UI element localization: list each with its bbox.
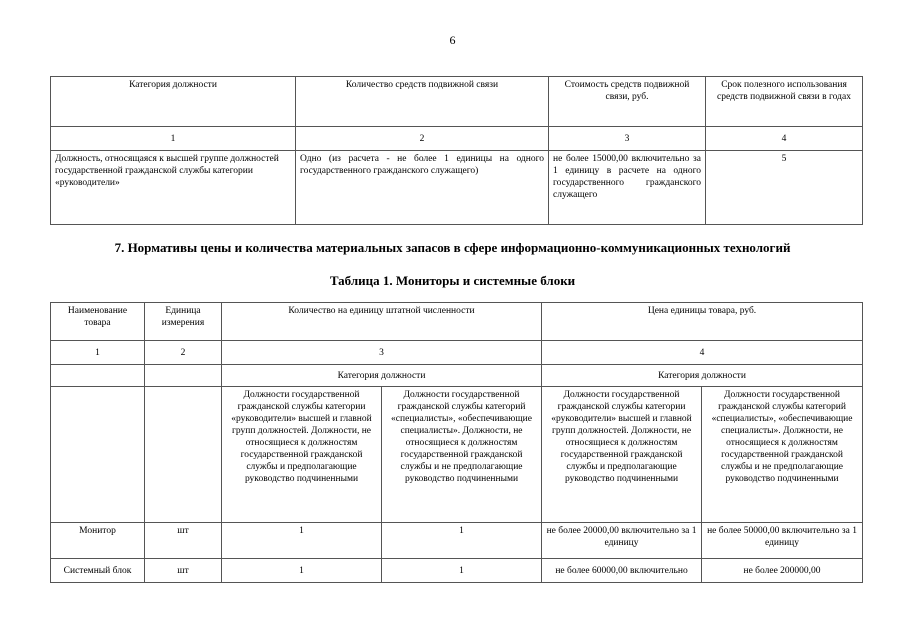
category-label: Категория должности (542, 365, 863, 387)
col-number: 2 (145, 341, 222, 365)
row-qty-specialists: 1 (382, 523, 542, 559)
monitors-table (50, 302, 863, 583)
row-name: Монитор (51, 523, 145, 559)
row-name: Системный блок (51, 559, 145, 583)
header-name: Наименование товара (51, 303, 145, 341)
category-specialists: Должности государственной гражданской службы категорий «специалисты», «обеспечивающие специалисты». Должности, не относящиеся к должностям государственной гражданской службы и не предполагающие руководство подчиненными (702, 387, 863, 523)
section-heading: 7. Нормативы цены и количества материальных запасов в сфере информационно-коммуникационных технологий (114, 240, 791, 255)
col-number: 2 (296, 127, 549, 151)
row-price-managers: не более 60000,00 включительно (542, 559, 702, 583)
row-unit: шт (145, 559, 222, 583)
row-price-specialists: не более 50000,00 включительно за 1 единицу (702, 523, 863, 559)
col-number: 4 (706, 127, 863, 151)
category-managers: Должности государственной гражданской службы категории «руководители» высшей и главной групп должностей. Должности, не относящиеся к должностям государственной гражданской службы и предполагающие руководство подчиненными (542, 387, 702, 523)
category-label: Категория должности (222, 365, 542, 387)
mobile-devices-table (50, 76, 863, 225)
header-unit: Единица измерения (145, 303, 222, 341)
row-cost: не более 15000,00 включительно за 1 единицу в расчете на одного государственного гражданского служащего (549, 151, 706, 225)
category-managers: Должности государственной гражданской службы категории «руководители» высшей и главной групп должностей. Должности, не относящиеся к должностям государственной гражданской службы и предполагающие руководство подчиненными (222, 387, 382, 523)
col-number: 3 (549, 127, 706, 151)
col-number: 3 (222, 341, 542, 365)
row-unit: шт (145, 523, 222, 559)
row-qty-specialists: 1 (382, 559, 542, 583)
empty-cell (145, 387, 222, 523)
header-quantity: Количество на единицу штатной численности (222, 303, 542, 341)
col-number: 4 (542, 341, 863, 365)
header-term: Срок полезного использования средств подвижной связи в годах (706, 77, 863, 127)
table-row (51, 523, 863, 559)
empty-cell (145, 365, 222, 387)
empty-cell (51, 365, 145, 387)
empty-cell (51, 387, 145, 523)
row-category: Должность, относящаяся к высшей группе должностей государственной гражданской службы категории «руководители» (51, 151, 296, 225)
col-number: 1 (51, 127, 296, 151)
header-price: Цена единицы товара, руб. (542, 303, 863, 341)
row-price-managers: не более 20000,00 включительно за 1 единицу (542, 523, 702, 559)
header-cost: Стоимость средств подвижной связи, руб. (549, 77, 706, 127)
header-quantity: Количество средств подвижной связи (296, 77, 549, 127)
row-price-specialists: не более 200000,00 (702, 559, 863, 583)
page-number: 6 (449, 33, 456, 47)
col-number: 1 (51, 341, 145, 365)
table-row (51, 559, 863, 583)
row-qty-managers: 1 (222, 559, 382, 583)
row-qty-managers: 1 (222, 523, 382, 559)
table-heading: Таблица 1. Мониторы и системные блоки (329, 273, 576, 288)
header-category: Категория должности (51, 77, 296, 127)
row-quantity: Одно (из расчета - не более 1 единицы на одного государственного гражданского служащего) (296, 151, 549, 225)
category-specialists: Должности государственной гражданской службы категорий «специалисты», «обеспечивающие специалисты». Должности, не относящиеся к должностям государственной гражданской службы и не предполагающие руководство подчиненными (382, 387, 542, 523)
row-term: 5 (706, 151, 863, 225)
